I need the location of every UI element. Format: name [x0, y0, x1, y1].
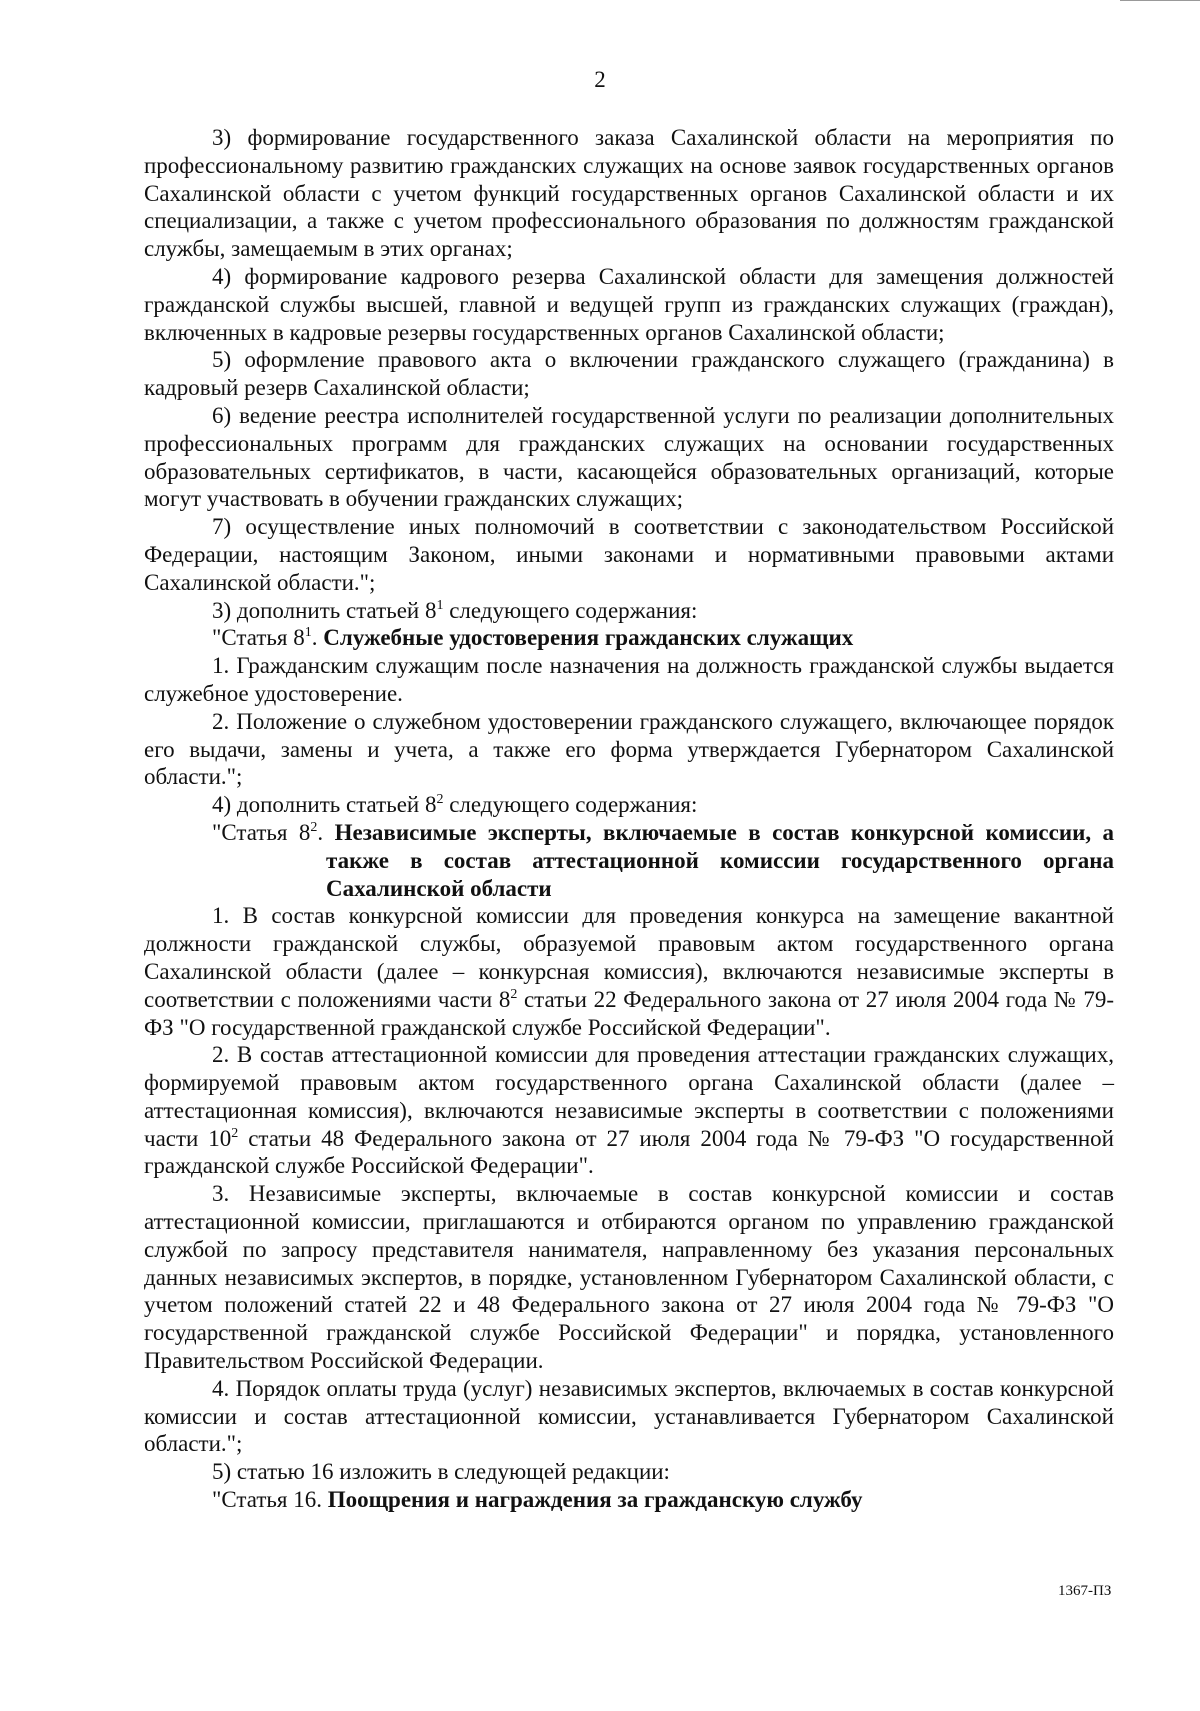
superscript: 2 — [310, 819, 318, 835]
paragraph-8-2-clause-4: 4. Порядок оплаты труда (услуг) независимых экспертов, включаемых в состав конкурсной комиссии и состав аттестационной комиссии, устанавливается Губернатором Сахалинской области."; — [144, 1375, 1114, 1457]
superscript: 2 — [436, 792, 444, 808]
paragraph-8-2-clause-2: 2. В состав аттестационной комиссии для проведения аттестации гражданских служащих, формируемой правовым актом государственного органа Сахалинской области (далее – аттестационная комиссия), включаются независимые эксперты в соответствии с положениями части $10^2$ статьи 48 Федерального закона от 27 июля 2004 года № 79-ФЗ "О государственной гражданской службе Российской Федерации". — [144, 1042, 1114, 1179]
superscript: 1 — [304, 625, 312, 641]
paragraph-8-2-clause-1: 1. В состав конкурсной комиссии для проведения конкурса на замещение вакантной должности гражданской службы, образуемой правовым актом государственного органа Сахалинской области (далее – конкурсная комиссия), включаются независимые эксперты в соответствии с положениями части $8^2$ статьи 22 Федерального закона от 27 июля 2004 года № 79-ФЗ "О государственной гражданской службе Российской Федерации". — [144, 903, 1114, 1040]
article-16-heading: "Статья 16. Поощрения и награждения за гражданскую службу — [212, 1487, 863, 1513]
paragraph-8-2-clause-3: 3. Независимые эксперты, включаемые в состав конкурсной комиссии и состав аттестационной комиссии, приглашаются и отбираются органом по управлению гражданской службой по запросу представителя нанимателя, направленному без указания персональных данных независимых экспертов, в порядке, установленном Губернатором Сахалинской области, с учетом положений статей 22 и 48 Федерального закона от 27 июля 2004 года № 79-ФЗ "О государственной гражданской службе Российской Федерации" и порядка, установленного Правительством Российской Федерации. — [144, 1181, 1114, 1374]
paragraph-item-6-registry: 6) ведение реестра исполнителей государственной услуги по реализации дополнительных профессиональных программ для гражданских служащих на основании государственных образовательных сертификатов, в части, касающейся образовательных организаций, которые могут участвовать в обучении гражданских служащих; — [144, 402, 1114, 512]
paragraph-amendment-3: 3) дополнить статьей $8^1$ следующего содержания: — [212, 597, 698, 623]
superscript: 2 — [231, 1125, 239, 1141]
scan-edge-line — [1120, 0, 1200, 1]
paragraph-8-1-clause-1: 1. Гражданским служащим после назначения на должность гражданской службы выдается служебное удостоверение. — [144, 653, 1114, 706]
page-number: 2 — [594, 67, 606, 92]
paragraph-8-1-clause-2: 2. Положение о служебном удостоверении гражданского служащего, включающее порядок его выдачи, замены и учета, а также его форма утверждается Губернатором Сахалинской области."; — [144, 708, 1114, 790]
paragraph-item-3-procurement: 3) формирование государственного заказа Сахалинской области на мероприятия по профессиональному развитию гражданских служащих на основе заявок государственных органов Сахалинской области с учетом функций государственных органов Сахалинской области и их специализации, а также с учетом профессионального образования по должностям гражданской службы, замещаемым в этих органах; — [144, 125, 1114, 262]
superscript: 1 — [436, 597, 444, 613]
article-16-title: Поощрения и награждения за гражданскую службу — [327, 1487, 863, 1513]
article-8-1-title: Служебные удостоверения гражданских служащих — [323, 625, 854, 651]
article-8-1-heading: "Статья $8^1$. Служебные удостоверения гражданских служащих — [212, 625, 854, 651]
document-code: 1367-ПЗ — [1058, 1583, 1112, 1599]
paragraph-item-4-reserve: 4) формирование кадрового резерва Сахалинской области для замещения должностей гражданской службы высшей, главной и ведущей групп из гражданских служащих (граждан), включенных в кадровые резервы государственных органов Сахалинской области; — [144, 263, 1114, 345]
article-8-2-title: Независимые эксперты, включаемые в состав конкурсной комиссии, а также в состав аттестационной комиссии государственного органа Сахалинской области — [326, 819, 1114, 901]
document-body — [144, 124, 1114, 1514]
paragraph-item-7-other-powers: 7) осуществление иных полномочий в соответствии с законодательством Российской Федерации, настоящим Законом, иными законами и нормативными правовыми актами Сахалинской области."; — [144, 514, 1114, 595]
paragraph-amendment-5: 5) статью 16 изложить в следующей редакции: — [212, 1459, 670, 1485]
superscript: 2 — [510, 986, 518, 1002]
paragraph-item-5-legal-act: 5) оформление правового акта о включении гражданского служащего (гражданина) в кадровый резерв Сахалинской области; — [144, 347, 1114, 401]
paragraph-amendment-4: 4) дополнить статьей $8^2$ следующего содержания: — [212, 792, 698, 818]
article-8-2-heading: "Статья $8^2$. Независимые эксперты, включаемые в состав конкурсной комиссии, а также в состав аттестационной комиссии государственного органа Сахалинской области — [212, 819, 1114, 901]
